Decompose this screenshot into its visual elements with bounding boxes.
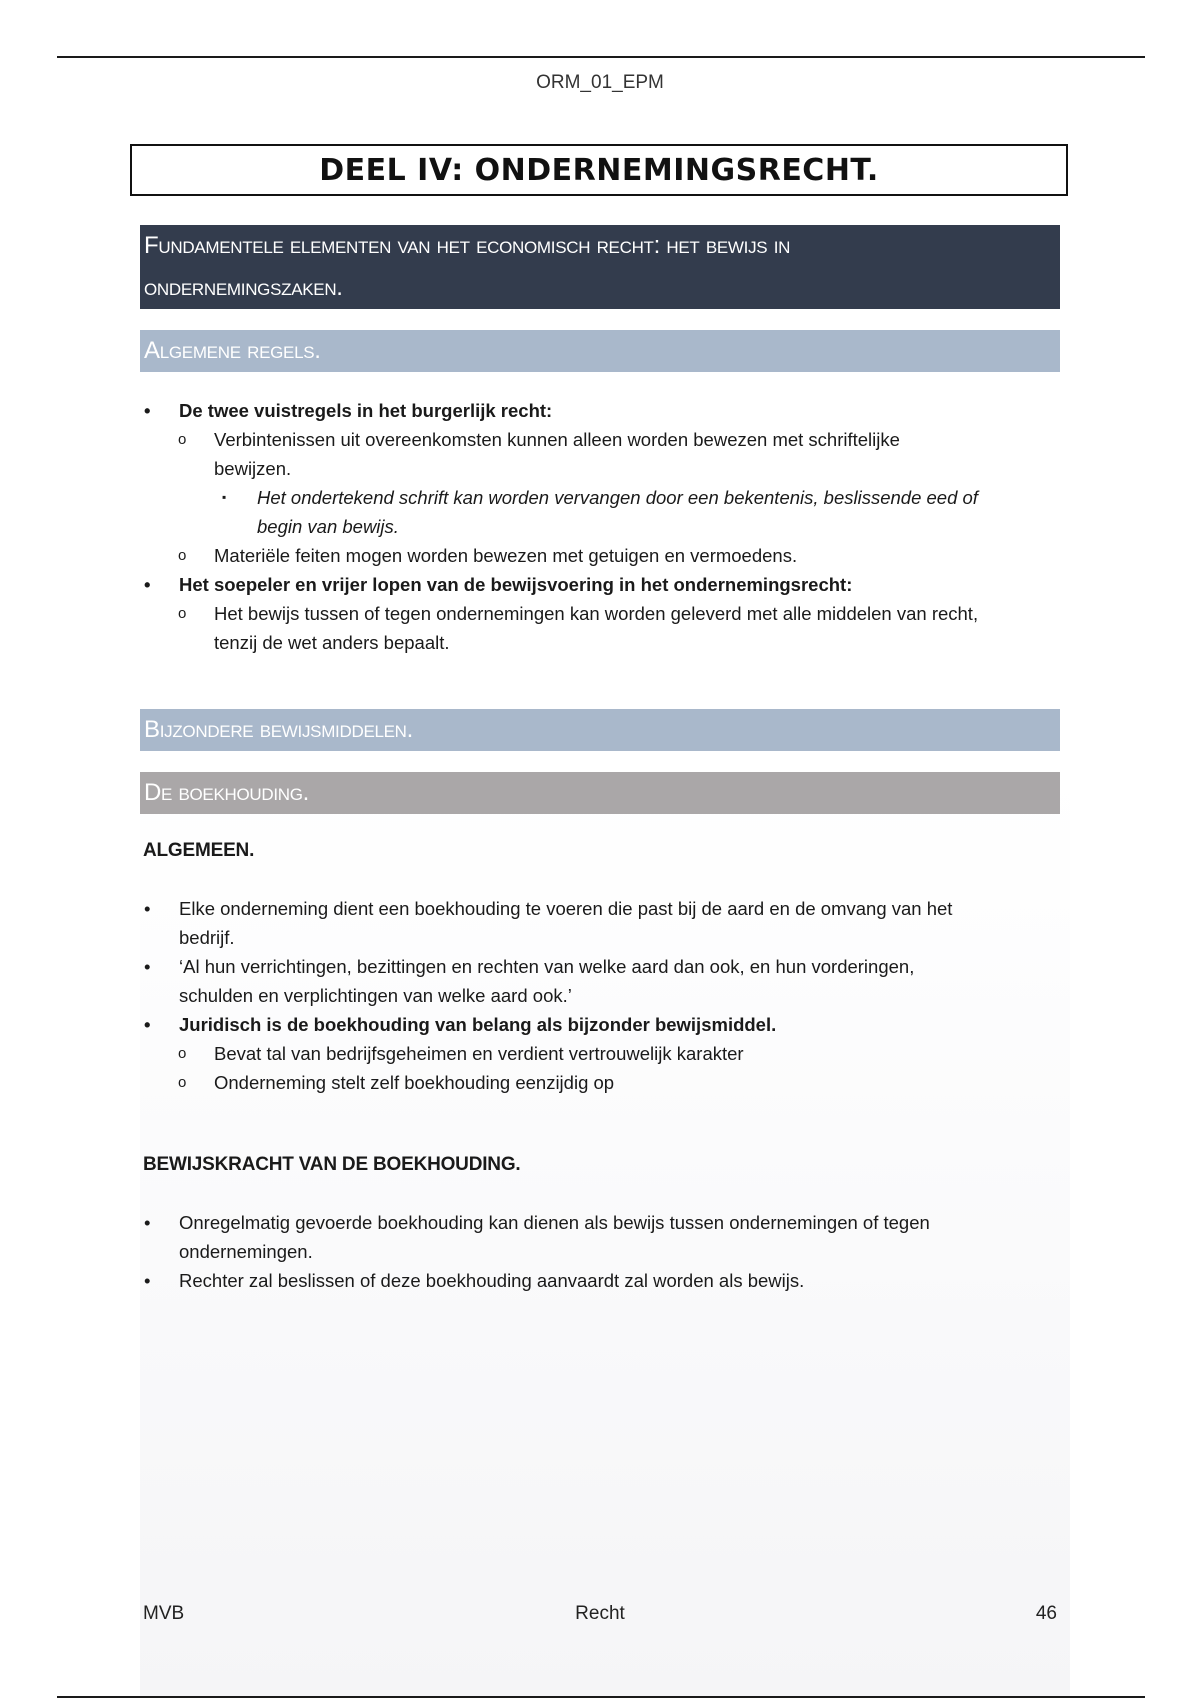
footer-author: MVB	[143, 1603, 185, 1624]
list-item	[140, 396, 1060, 425]
footer-subject: Recht	[575, 1603, 625, 1624]
square-marker: ▪	[222, 490, 227, 504]
section-heading-bookkeeping: De boekhouding.	[140, 772, 1060, 814]
circle-marker: o	[178, 431, 187, 448]
bullet-marker: •	[144, 1270, 151, 1291]
bookkeeping-general-list	[140, 894, 1060, 1097]
document-code: ORM_01_EPM	[536, 72, 664, 93]
list-item-text: Materiële feiten mogen worden bewezen met getuigen en vermoedens.	[214, 545, 798, 566]
list-item	[140, 425, 1060, 483]
list-item	[140, 541, 1060, 570]
list-item	[140, 1039, 1060, 1068]
bullet-marker: •	[144, 574, 151, 595]
bookkeeping-evidence-list	[140, 1208, 1060, 1295]
list-item-text: Elke onderneming dient een boekhouding te voeren die past bij de aard en de omvang van het	[179, 898, 953, 919]
bullet-marker: •	[144, 898, 151, 919]
part-title: DEEL IV: ONDERNEMINGSRECHT.	[130, 144, 1068, 196]
bullet-marker: •	[144, 1014, 151, 1035]
section-heading-special-evidence: Bijzondere bewijsmiddelen.	[140, 709, 1060, 751]
list-item-text: Juridisch is de boekhouding van belang als bijzonder bewijsmiddel.	[179, 1014, 777, 1035]
subheading-evidence: BEWIJSKRACHT VAN DE BOEKHOUDING.	[143, 1154, 521, 1175]
list-item-text: bedrijf.	[179, 927, 235, 948]
chapter-heading-line2: ondernemingszaken.	[144, 274, 343, 301]
general-rules-list	[140, 396, 1060, 657]
circle-marker: o	[178, 1045, 187, 1062]
top-rule	[57, 56, 1145, 58]
list-item	[140, 894, 1060, 952]
section-heading-general-rules: Algemene regels.	[140, 330, 1060, 372]
list-item	[140, 1266, 1060, 1295]
list-item-text: Onderneming stelt zelf boekhouding eenzijdig op	[214, 1072, 615, 1093]
subheading-general: ALGEMEEN.	[143, 840, 255, 861]
list-item-text: schulden en verplichtingen van welke aard ook.’	[179, 985, 572, 1006]
list-item-text: Bevat tal van bedrijfsgeheimen en verdient vertrouwelijk karakter	[214, 1043, 744, 1064]
list-item-text: De twee vuistregels in het burgerlijk recht:	[179, 400, 553, 421]
list-item	[140, 1068, 1060, 1097]
list-item-text: Het ondertekend schrift kan worden vervangen door een bekentenis, beslissende eed of	[257, 487, 978, 508]
list-item-text: begin van bewijs.	[257, 516, 399, 537]
list-item-text: ondernemingen.	[179, 1241, 313, 1262]
list-item-text: Het soepeler en vrijer lopen van de bewijsvoering in het ondernemingsrecht:	[179, 574, 853, 595]
bullet-marker: •	[144, 1212, 151, 1233]
list-item-text: ‘Al hun verrichtingen, bezittingen en rechten van welke aard dan ook, en hun vorderingen,	[179, 956, 915, 977]
circle-marker: o	[178, 1074, 187, 1091]
list-item	[140, 1010, 1060, 1039]
list-item-text: bewijzen.	[214, 458, 292, 479]
chapter-heading-line1: Fundamentele elementen van het economisch recht: het bewijs in	[144, 232, 791, 259]
circle-marker: o	[178, 547, 187, 564]
list-item-text: Rechter zal beslissen of deze boekhouding aanvaardt zal worden als bewijs.	[179, 1270, 805, 1291]
list-item	[140, 1208, 1060, 1266]
page-number: 46	[1035, 1603, 1057, 1624]
list-item-text: Verbintenissen uit overeenkomsten kunnen alleen worden bewezen met schriftelijke	[214, 429, 900, 450]
list-item	[140, 599, 1060, 657]
list-item	[140, 952, 1060, 1010]
circle-marker: o	[178, 605, 187, 622]
chapter-heading	[140, 225, 1060, 309]
list-item-text: tenzij de wet anders bepaalt.	[214, 632, 450, 653]
bullet-marker: •	[144, 956, 151, 977]
list-item-text: Onregelmatig gevoerde boekhouding kan dienen als bewijs tussen ondernemingen of tegen	[179, 1212, 930, 1233]
bottom-rule	[57, 1696, 1145, 1698]
bullet-marker: •	[144, 400, 151, 421]
list-item	[140, 483, 1060, 541]
list-item	[140, 570, 1060, 599]
list-item-text: Het bewijs tussen of tegen ondernemingen kan worden geleverd met alle middelen van recht,	[214, 603, 979, 624]
